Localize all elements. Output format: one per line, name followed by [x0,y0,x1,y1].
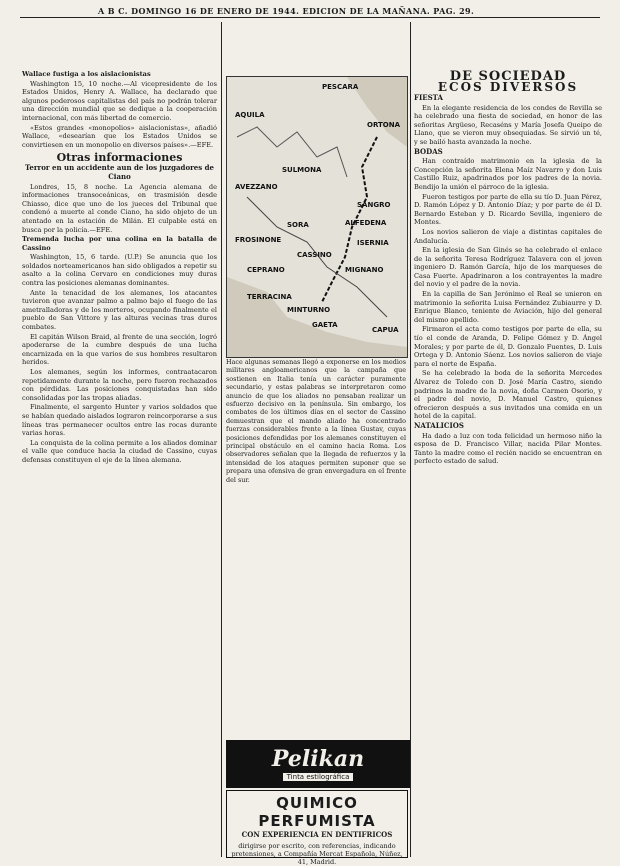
right-paragraph: En la elegante residencia de los condes de Revilla se ha celebrado una fiesta de sociedad, en honor de las señoritas Argüeso, Recaséns y María Josefa Queipo de Llano, que se vieron muy obsequiadas. Se sirvió un té, y se bailó hasta avanzada la noche. [414,103,602,146]
right-paragraph: Firmaron el acta como testigos por parte de ella, su tío el conde de Aranda, D. Felipe Gómez y D. Ángel Morales; y por parte de él, D. Gonzalo Fuentes, D. Luis Ortega y D. Antonio Sáenz. Los novios salieron de viaje para el norte de España. [414,325,602,368]
left-paragraph: Finalmente, el sargento Hunter y varios soldados que se habían quedado aislados lograron reincorporarse a sus líneas tras permanecer ocultos entre las rocas durante varias horas. [22,403,217,438]
left-paragraph: Washington 15, 10 noche.—Al vicepresidente de los Estados Unidos, Henry A. Wallace, ha declarado que algunos poderosos capitalistas del país no podrán tolerar una dirección mundial que se dedique a la cooperación internacional, con más libertad de comercio. [22,79,217,122]
page-header: A B C. DOMINGO 16 DE ENERO DE 1944. EDICION DE LA MAÑANA. PAG. 29. [98,6,475,16]
map-label: MIGNANO [345,266,384,274]
map-label: PESCARA [322,83,359,91]
right-paragraph: Los novios salieron de viaje a distintas capitales de Andalucía. [414,227,602,245]
pelikan-tagline: Tinta estilográfica [283,773,354,781]
map-label: ORTONA [367,121,401,129]
column-divider-right [410,22,411,857]
map-label: TERRACINA [247,293,292,301]
right-paragraph: En la iglesia de San Ginés se ha celebrado el enlace de la señorita Teresa Rodríguez Talavera con el joven ingeniero D. Ramón García, hijo de los marqueses de Casa Fuerte. Apadrinaron a los contrayentes la madre del novio y el padre de la novia. [414,246,602,289]
left-paragraph: Washington, 15, 6 tarde. (U.P.) Se anuncia que los soldados norteamericanos han sido obligados a repetir su asalto a la colina Cervaro en condiciones muy duras contra las posiciones alemanas dominantes. [22,253,217,288]
right-section-natalicios: NATALICIOS [414,420,464,430]
right-paragraph: En la capilla de San Jerónimo el Real se unieron en matrimonio la señorita Luisa Fernández Zubiaurre y D. Enrique Blanco, teniente de Aviación, hijo del general del mismo apellido. [414,290,602,324]
map-label: AVEZZANO [235,183,278,191]
left-section-title: Otras informaciones [56,151,183,165]
map-label: CEPRANO [247,266,285,274]
map-label: SORA [287,221,309,229]
left-paragraph: Los alemanes, según los informes, contraatacaron repetidamente durante la noche, pero fueron rechazados con pérdidas. Las posiciones conquistadas han sido consolidadas por las tropas aliadas. [22,368,217,402]
map-label: SANGRO [357,201,391,209]
map-drawing [227,77,407,357]
perfumista-subtitle: CON EXPERIENCIA EN DENTIFRICOS [241,830,393,839]
left-paragraph: «Estos grandes «monopolios» aislacionistas», añadió Wallace, «desearían que los Estados Unidos se convirtiesen en un monopolio en diversos países».—EFE. [22,123,217,149]
left-paragraph: Ante la tenacidad de los alemanes, los atacantes tuvieron que avanzar palmo a palmo bajo el fuego de las ametralladoras y de los morteros, ocupando finalmente el pueblo de San Vittore y las alturas vecinas tras duros combates. [22,288,217,332]
left-column [22,70,217,466]
perfumista-title: QUIMICO PERFUMISTA [258,794,376,830]
sea-area [227,277,407,357]
pelikan-brand: Pelikan [271,745,365,772]
map-label: FROSINONE [235,236,282,244]
map-label: MINTURNO [287,306,331,314]
map-label: ISERNIA [357,239,389,247]
right-paragraph: Se ha celebrado la boda de la señorita Mercedes Álvarez de Toledo con D. José María Castro, siendo padrinos la madre de la novia, doña Carmen Osorio, y el padre del novio, D. Manuel Castro, quienes ofrecieron después a sus invitados una comida en un hotel de la capital. [414,369,602,421]
left-paragraph: Londres, 15, 8 noche. La Agencia alemana de informaciones transoceánicas, en trasmisión desde Chiasso, dice que uno de los jueces del Tribunal que condenó a muerte al conde Ciano, ha sido objeto de un atentado en la estación de Milán. El culpable está en busca por la policía.—EFE. [22,182,217,234]
left-paragraph: La conquista de la colina permite a los aliados dominar el valle que conduce hacia la ciudad de Cassino, cuyas defensas constituyen el eje de la línea alemana. [22,438,217,464]
pelikan-advertisement [226,740,410,788]
right-paragraph: Han contraído matrimonio en la iglesia de la Concepción la señorita Elena Maíz Navarro y don Luis Castillo Ruiz, apadrinados por los padres de la novia. Bendijo la unión el párroco de la iglesia. [414,157,602,191]
left-subheadline: Terror en un accidente aun de los juzgadores de Ciano [24,163,214,181]
map-label: SULMONA [282,166,322,174]
left-paragraph: El capitán Wilson Braid, al frente de una sección, logró apoderarse de la cumbre después de una lucha encarnizada en la que varios de sus hombres resultaron heridos. [22,332,217,367]
society-title: DE SOCIEDAD [449,69,567,84]
map-label: CASSINO [297,251,332,259]
right-paragraph: Ha dado a luz con toda felicidad un hermoso niño la esposa de D. Francisco Villar, nacida Pilar Montes. Tanto la madre como el recién nacido se encuentran en perfecto estado de salud. [414,431,602,466]
battle-map [226,76,408,358]
map-label: AQUILA [235,111,265,119]
right-section-fiesta: FIESTA [414,93,443,102]
society-subtitle: ECOS DIVERSOS [437,80,579,94]
left-headline-2: Tremenda lucha por una colina en la batalla de Cassino [22,235,217,252]
column-divider-left [221,22,222,857]
right-section-bodas: BODAS [414,146,443,156]
map-label: ALFEDENA [345,219,387,227]
map-label: GAETA [312,321,338,329]
right-column [414,69,602,467]
map-caption: Hace algunas semanas llegó a exponerse en los medios militares angloamericanos que la campaña que sostienen en Italia tenía un carácter puramente secundario, y estas palabras se interpretaron como anuncio de que los aliados no pensaban realizar un esfuerzo decisivo en la península. Sin embargo, los combates de los últimos días en el sector de Cassino demuestran que el mando aliado ha concentrado fuerzas considerables frente a la línea Gustav, cuyas posiciones defendidas por los alemanes constituyen el principal obstáculo en el camino hacia Roma. Los observadores señalan que la llegada de refuerzos y la intensidad de los ataques permiten suponer que se prepara una ofensiva de gran envergadura en el frente del sur. [226,358,406,484]
right-paragraph: Fueron testigos por parte de ella su tío D. Juan Pérez, D. Ramón López y D. Antonio Díaz; y por parte de él D. Bernardo Esteban y D. Ricardo Sevilla, ingeniero de Montes. [414,192,602,227]
left-headline-1: Wallace fustiga a los aislacionistas [22,70,151,78]
perfumista-text: dirigirse por escrito, con referencias, indicando pretensiones, a Compañía Mercat Española, Núñez, 41, Madrid. [231,842,403,866]
map-label: CAPUA [372,326,399,334]
header-rule [20,17,600,18]
perfumista-advertisement [226,790,408,866]
